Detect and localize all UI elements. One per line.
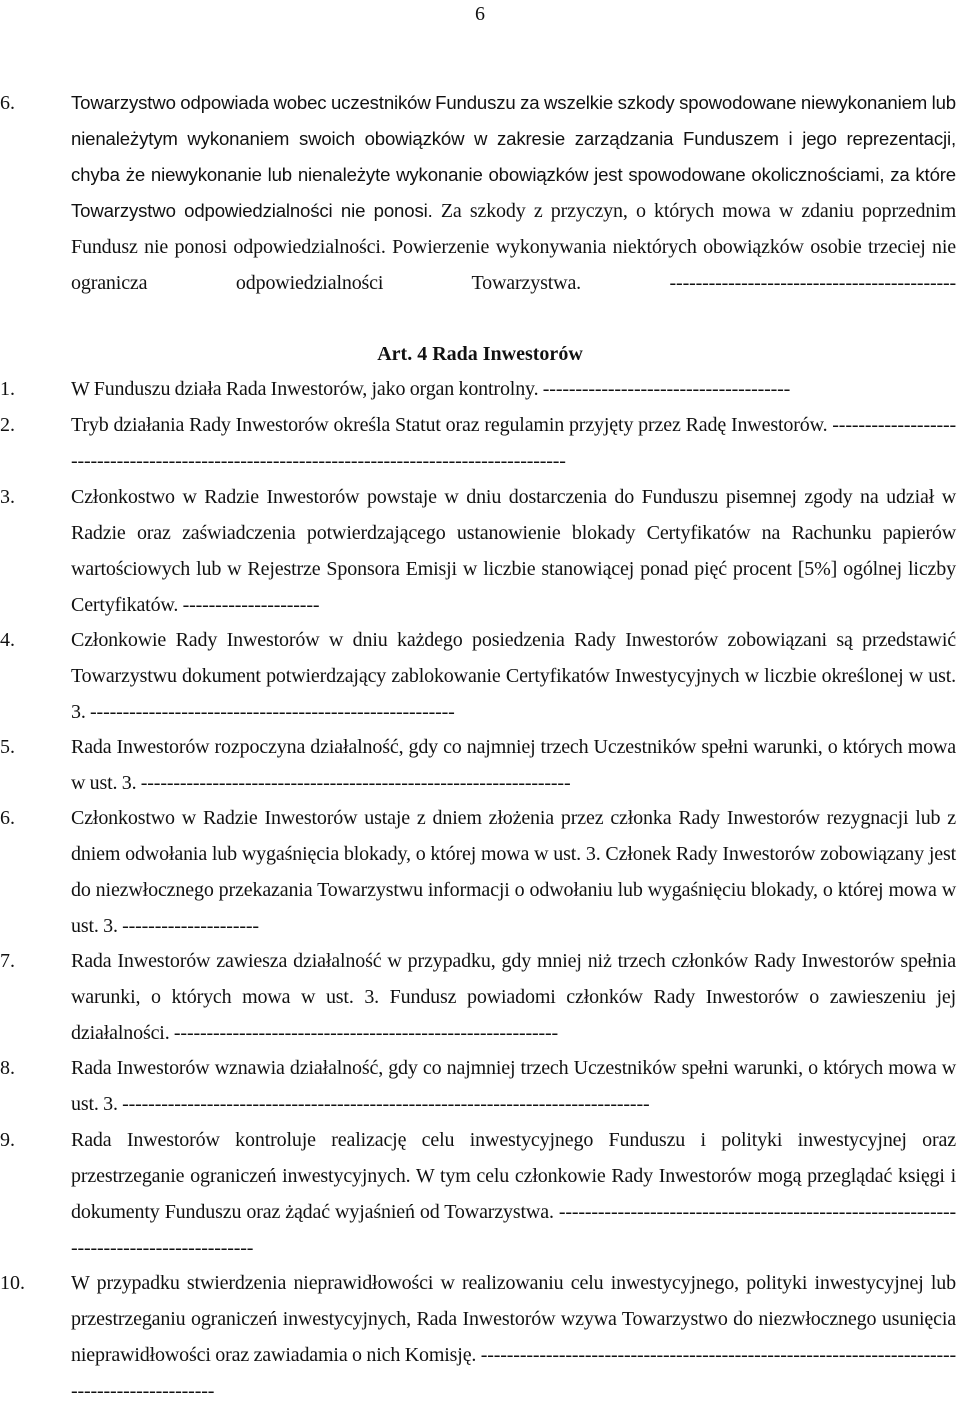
item-number: 3. <box>0 486 15 508</box>
list-item-7 <box>0 943 956 1051</box>
list-item-9 <box>0 1122 956 1266</box>
list-item-3 <box>0 479 956 623</box>
item-text-part-a: Towarzystwo odpowiada wobec uczestników Funduszu za wszelkie szkody spowodowane niewykonaniem lub nienależytym wykonaniem swoich obowiązków w zakresie zarządzania Funduszem i jego reprezentacji, chyba że niewykonanie lub nienależyte wykonanie obowiązków jest spowodowane okolicznościami, za które Towarzystwo odpowiedzialności nie ponosi. <box>71 92 956 221</box>
list-item-5 <box>0 729 956 801</box>
item-number: 6. <box>0 92 15 114</box>
item-number: 9. <box>0 1129 15 1151</box>
item-text: Rada Inwestorów rozpoczyna działalność, gdy co najmniej trzech Uczestników spełni warunki, o których mowa w ust. 3. ------------------------------------------------------------------ <box>71 736 956 794</box>
item-text: Tryb działania Rady Inwestorów określa Statut oraz regulamin przyjęty przez Radę Inwestorów. ----------------------------------------------------------------------------------------------- <box>71 414 956 472</box>
list-item-1 <box>0 371 956 407</box>
item-number: 10. <box>0 1272 25 1294</box>
item-number: 6. <box>0 807 15 829</box>
item-text: W Funduszu działa Rada Inwestorów, jako organ kontrolny. -------------------------------------- <box>71 378 791 400</box>
item-text <box>71 85 956 301</box>
list-item-6 <box>0 800 956 944</box>
item-number: 5. <box>0 736 15 758</box>
item-text-part-b: Za szkody z przyczyn, o których mowa w zdaniu poprzednim Fundusz nie ponosi odpowiedzialności. Powierzenie wykonywania niektórych obowiązków osobie trzeciej nie ogranicza odpowiedzialności Towarzystwa. -------------------------------------------- <box>71 200 956 294</box>
list-item-4 <box>0 622 956 730</box>
item-text: Członkowie Rady Inwestorów w dniu każdego posiedzenia Rady Inwestorów zobowiązani są przedstawić Towarzystwu dokument potwierdzający zablokowanie Certyfikatów Inwestycyjnych w liczbie określonej w ust. 3. -------------------------------------------------------- <box>71 629 956 723</box>
list-item-10 <box>0 1265 956 1409</box>
item-text: Członkostwo w Radzie Inwestorów ustaje z dniem złożenia przez członka Rady Inwestorów rezygnacji lub z dniem odwołania lub wygaśnięcia blokady, o której mowa w ust. 3. Członek Rady Inwestorów zobowiązany jest do niezwłocznego przekazania Towarzystwu informacji o odwołaniu lub wygaśnięciu blokady, o której mowa w ust. 3. --------------------- <box>71 807 956 937</box>
item-number: 4. <box>0 629 15 651</box>
item-number: 1. <box>0 378 15 400</box>
list-item-2 <box>0 407 956 479</box>
item-number: 7. <box>0 950 15 972</box>
item-text: Rada Inwestorów kontroluje realizację celu inwestycyjnego Funduszu i polityki inwestycyjnej oraz przestrzeganie ograniczeń inwestycyjnych. W tym celu członkowie Rady Inwestorów mogą przeglądać księgi i dokumenty Funduszu oraz żądać wyjaśnień od Towarzystwa. ----------------------------------------------------------------------------------------- <box>71 1129 956 1259</box>
item-number: 8. <box>0 1057 15 1079</box>
item-text: Rada Inwestorów zawiesza działalność w przypadku, gdy mniej niż trzech członków Rady Inwestorów spełnia warunki, o których mowa w ust. 3. Fundusz powiadomi członków Rady Inwestorów o zawieszeniu jej działalności. ----------------------------------------------------------- <box>71 950 956 1044</box>
list-item-8 <box>0 1050 956 1122</box>
item-text: Członkostwo w Radzie Inwestorów powstaje w dniu dostarczenia do Funduszu pisemnej zgody na udział w Radzie oraz zaświadczenia potwierdzającego ustanowienie blokady Certyfikatów na Rachunku papierów wartościowych lub w Rejestrze Sponsora Emisji w liczbie stanowiącej ponad pięć procent [5%] ogólnej liczby Certyfikatów. --------------------- <box>71 486 956 616</box>
item-number: 2. <box>0 414 15 436</box>
article-heading: Art. 4 Rada Inwestorów <box>377 343 583 365</box>
item-text: Rada Inwestorów wznawia działalność, gdy co najmniej trzech Uczestników spełni warunki, o których mowa w ust. 3. --------------------------------------------------------------------------------- <box>71 1057 956 1115</box>
page-number: 6 <box>475 3 485 25</box>
article-3-item-6 <box>0 85 956 301</box>
item-text: W przypadku stwierdzenia nieprawidłowości w realizowaniu celu inwestycyjnego, polityki inwestycyjnej lub przestrzeganiu ograniczeń inwestycyjnych, Rada Inwestorów wzywa Towarzystwo do niezwłocznego usunięcia nieprawidłowości oraz zawiadamia o nich Komisję. ----------------------------------------------------------------------------------------------- <box>71 1272 956 1402</box>
